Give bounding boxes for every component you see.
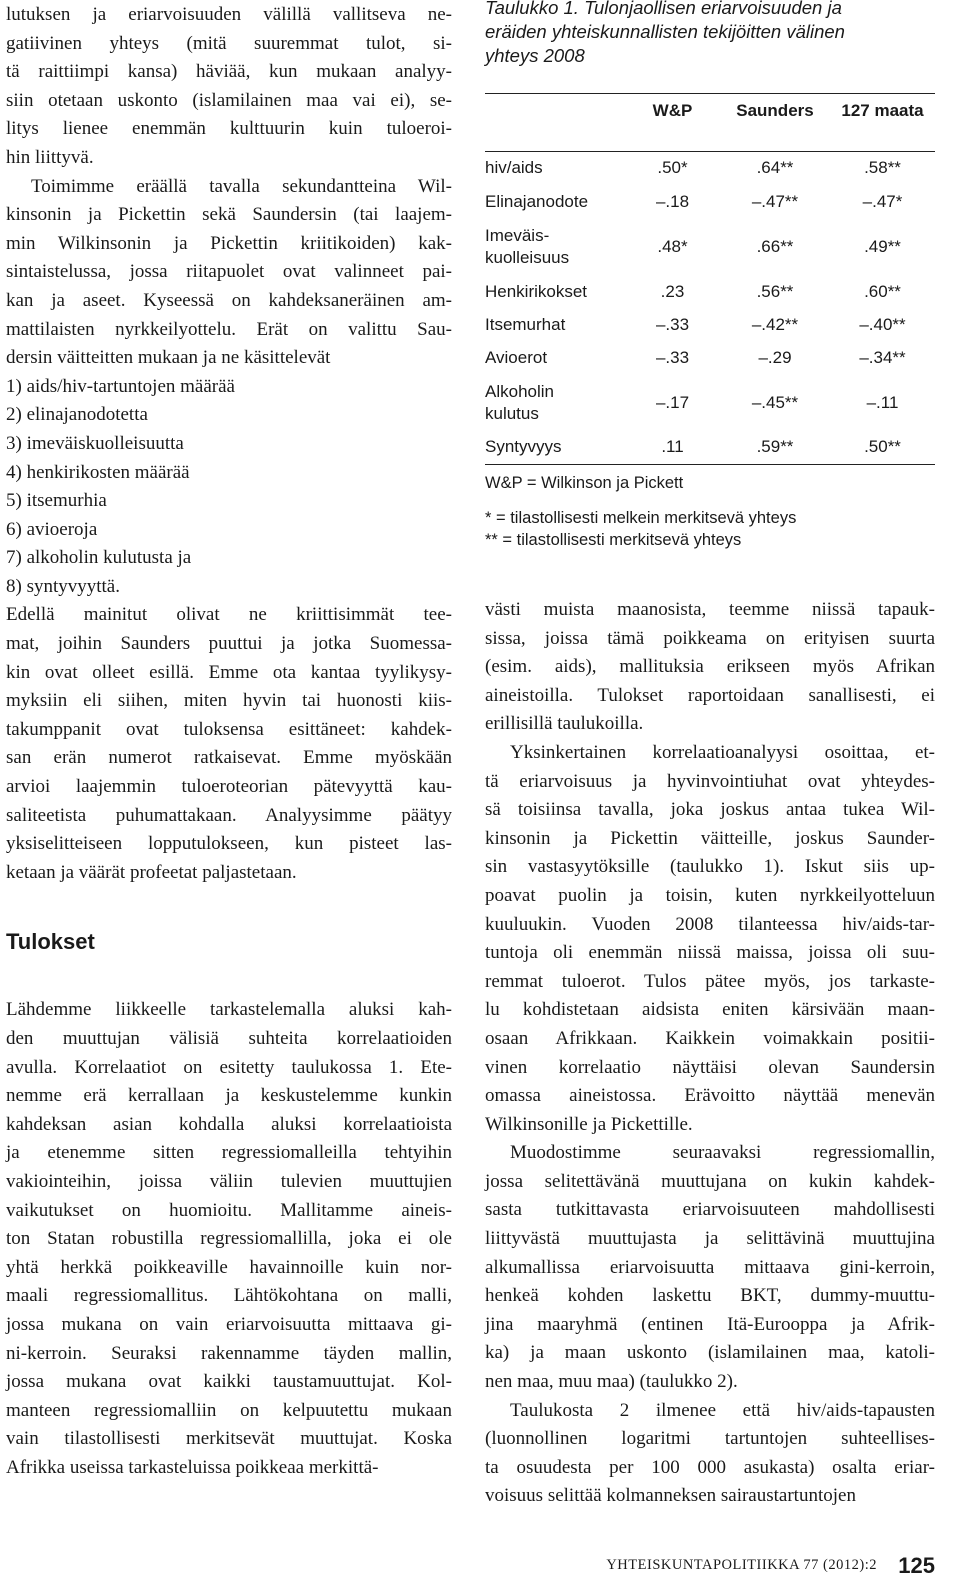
text-line: avulla. Korrelaatiot on esitetty taulukossa 1. Ete- [6,1056,452,1078]
text-line: aineistoilla. Tulokset raportoidaan sanallisesti, ei [485,684,935,706]
row-label: Elinajanodote [485,191,589,211]
text-line: siin otetaan uskonto (islamilainen maa vai ei), se- [6,89,452,111]
text-line: tä raittiimpi kansa) häviää, kun mukaan analyy- [6,61,452,83]
text-line: ja etenemme sitten regressiomalleilla tehtyihin [6,1142,452,1164]
paragraph-regression [485,1139,935,1396]
left-column [6,0,452,1483]
text-line: jossa mukana on vain eriarvoisuutta mittaava gi- [6,1313,452,1335]
text-line: ton Statan robustilla regressiomallilla, joka ei ole [6,1228,452,1250]
row-label [485,219,625,275]
text-line: kin ovat olleet esillä. Emme ota kantaa tyylikysy- [6,661,452,683]
table-cell: –.34** [859,348,906,367]
table-cell: .60** [864,281,901,301]
text-line: ni-kerroin. Seuraksi rakennamme täyden mallin, [6,1342,452,1364]
table-row [485,275,935,309]
text-line: kinsonin ja Pickettin väitteille, joskus Saunder- [485,827,935,849]
caption-line: Taulukko 1. Tulonjaollisen eriarvoisuuden ja [485,0,842,18]
text-line: min Wilkinsonin ja Pickettin kriitikoiden) kak- [6,232,452,254]
text-line: lutuksen ja eriarvoisuuden välillä vallitseva ne- [6,4,452,25]
table-row [485,431,935,465]
table-cell: .58** [864,158,901,178]
table-note: ** = tilastollisesti merkitsevä yhteys [485,531,742,549]
header-stub [485,94,625,152]
text-line: san erän numerot ratkaisevat. Emme myöskään [6,747,452,769]
list-item: 2) elinajanodotetta [6,404,148,426]
text-line: jossa selitettävänä muuttujana on kukin kahdek- [485,1170,935,1192]
text-line: Afrikka useissa tarkasteluissa poikkeaa merkittä- [6,1456,379,1478]
text-line: nemme erä kerrallaan ja keskustelemme kunkin [6,1085,452,1107]
table-cell: .56** [756,281,794,301]
table-cell: –.17 [655,392,690,412]
table-note: W&P = Wilkinson ja Pickett [485,474,684,492]
text-line: liittyvästä muuttujasta ja selittävinä muuttujina [485,1228,935,1250]
text-line: (luonnollinen logaritmi tartuntojen suhteellises- [485,1428,935,1450]
list-item: 8) syntyvyyttä. [6,575,120,597]
text-line: Yksinkertainen korrelaatioanalyysi osoittaa, et- [510,741,935,763]
table-row [485,185,935,219]
row-label-text: Imeväis- kuolleisuus [485,225,570,267]
table-1 [485,0,935,551]
table-cell: .48* [657,236,688,256]
text-line: vain tilastollisesti merkitsevät muuttujat. Koska [6,1428,452,1450]
text-line: Toimimme eräällä tavalla sekundantteina Wil- [31,175,452,197]
text-line: (esim. aids), mallituksia erikseen myös Afrikan [485,656,935,678]
text-line: nen maa, muu maa) (taulukko 2). [485,1371,738,1393]
text-line: sin vastasyytöksille (taulukko 1). Iskut siis up- [485,856,935,878]
table-cell: –.40** [859,315,906,334]
table-cell: –.45** [751,392,799,412]
text-line: osaan Afrikkaan. Kaikkein voimakkain positii- [485,1027,935,1049]
table-cell: .66** [756,236,794,256]
table-cell: .50* [657,158,688,178]
text-line: erillisillä taulukoilla. [485,713,644,735]
list-item: 3) imeväiskuolleisuutta [6,432,184,454]
table-note: * = tilastollisesti melkein merkitsevä yhteys [485,509,797,527]
table-cell: .50** [864,437,901,457]
text-line: arvioi laajemmin tuloeroteorian pätevyyttä kau- [6,776,452,798]
text-line: tuntoja oli enemmän niissä maissa, joissa oli suu- [485,942,935,964]
text-line: manteen regressiomalliin on kelpuutettu mukaan [6,1399,452,1421]
table-row [485,309,935,342]
row-label: Avioerot [485,348,548,367]
text-line: litys lienee enemmän kulttuurin kuin tuloeroi- [6,118,452,140]
table-notes [485,472,935,551]
text-line: kinsonin ja Pickettin sekä Saundersin (tai laajem- [6,204,452,226]
text-line: henkeä kohden laskettu BKT, dummy-muuttu- [485,1285,935,1307]
text-line: sintaistelussa, jossa riitapuolet ovat valinneet pai- [6,261,452,283]
text-line: maali regressiomallitus. Lähtökohtana on malli, [6,1285,452,1307]
text-line: Wilkinsonille ja Pickettille. [485,1113,693,1135]
text-line: myksiin eli siihen, miten hyvin tai huonosti kiis- [6,690,452,712]
table-cell: .59** [756,437,794,457]
table-row [485,152,935,185]
table-caption [485,0,935,68]
text-line: alkumallissa eriarvoisuutta mittaava gini-kerroin, [485,1256,935,1278]
journal-name: YHTEISKUNTAPOLITIIKKA 77 (2012):2 [606,1557,877,1573]
text-line: yksiselitteiseen lopputulokseen, kun pisteet las- [6,833,452,855]
page-footer [580,1553,935,1579]
paragraph-africa [485,596,935,739]
list-item: 5) itsemurhia [6,490,107,512]
column-header: 127 maata [841,101,924,120]
text-line: Taulukosta 2 ilmenee että hiv/aids-tapausten [510,1399,935,1421]
text-line: vaikutukset on huomioitu. Mallitamme aineis- [6,1199,452,1221]
text-line: ketaan ja väärät profeetat paljastetaan. [6,861,297,883]
table-cell: –.33 [655,315,690,334]
row-label: Syntyvyys [485,437,562,457]
caption-line: yhteys 2008 [485,45,585,66]
text-line: Lähdemme liikkeelle tarkastelemalla aluksi kah- [6,999,452,1021]
text-line: sissa, joissa tämä poikkeama on erityisen suurta [485,627,935,649]
table-cell: –.18 [655,191,690,211]
text-line: jina maaryhmä (entinen Itä-Eurooppa ja Afrik- [485,1313,935,1335]
text-line: saliteetista puhumattakaan. Analyysimme päätyy [6,804,452,826]
table-row [485,375,935,431]
list-item: 4) henkirikosten määrää [6,461,190,483]
table-cell: –.29 [758,348,792,367]
text-line: remmat tuloerot. Tulos pätee myös, jos tarkaste- [485,970,935,992]
row-label-text: Alkoholin kulutus [485,381,554,423]
row-label [485,375,625,431]
text-line: takumppanit ovat tuloksensa esittäneet: kahdek- [6,718,452,740]
right-column [485,0,935,1511]
paragraph-continued [6,1,452,173]
table-row [485,342,935,375]
text-line: västi muista maanosista, teemme niissä tapauk- [485,599,935,620]
section-heading-results: Tulokset [6,929,95,955]
text-line: vakiointeihin, joissa väliin tulevien muuttujien [6,1170,452,1192]
list-item: 7) alkoholin kulutusta ja [6,547,192,569]
table-cell: .49** [864,236,901,256]
correlation-table [485,93,935,465]
table-cell: .64** [756,158,794,178]
text-line: lu kohdistetaan aidsista eniten kärsivään maan- [485,999,935,1021]
paragraph-method [6,173,452,373]
text-line: Edellä mainitut olivat ne kriittisimmät tee- [6,604,452,626]
paragraph-themes [6,601,452,887]
paragraph-correlation [485,739,935,1139]
text-line: den muuttujan välisiä suhteita korrelaatioiden [6,1028,452,1049]
text-line: kan ja aseet. Kyseessä on kahdeksaneräinen am- [6,289,452,311]
row-label: hiv/aids [485,158,543,178]
text-line: sasta tutkittavasta eriarvoisuuteen mahdollisesti [485,1199,935,1221]
row-label: Itsemurhat [485,315,566,334]
text-line: mat, joihin Saunders puuttui ja jotka Suomessa- [6,633,452,655]
list-item: 6) avioeroja [6,518,98,540]
text-line: ta osuudesta per 100 000 asukasta) osalta eriar- [485,1456,935,1478]
text-line: mattilaisten nyrkkeilyottelu. Erät on valittu Sau- [6,318,452,340]
text-line: ka) ja maan uskonto (islamilainen maa, katoli- [485,1342,935,1364]
text-line: kuuluukin. Vuoden 2008 tilanteessa hiv/aids-tar- [485,913,935,935]
page-number: 125 [898,1553,935,1578]
paragraph-table2 [485,1397,935,1511]
table-cell: .11 [661,437,684,457]
column-header: Saunders [736,101,814,120]
text-line: poavat puolin ja toisin, kuten nyrkkeilyotteluun [485,884,935,906]
text-line: Muodostimme seuraavaksi regressiomallin, [510,1142,935,1164]
table-cell: –.47** [751,191,799,211]
table-cell: –.42** [751,315,799,334]
table-cell: –.47* [862,191,903,211]
text-line: hin liittyvä. [6,146,94,168]
text-line: kahdeksan asian kohdalla aluksi korrelaatioista [6,1113,452,1135]
table-cell: .23 [660,281,685,301]
text-line: omassa aineistossa. Erävoitto näyttää menevän [485,1085,935,1107]
text-line: gatiivinen yhteys (mitä suuremmat tulot, si- [6,32,452,54]
column-header: W&P [652,101,693,120]
caption-line: eräiden yhteiskunnallisten tekijöitten välinen [485,21,845,42]
table-cell: –.33 [655,348,690,367]
text-line: sä toisiinsa tavalla, joka joskus antaa tukea Wil- [485,799,935,821]
table-cell: –.11 [866,392,899,412]
text-line: voisuus selittää kolmanneksen sairaustartuntojen [485,1485,856,1507]
rounds-list [6,373,452,602]
text-line: dersin väitteitten mukaan ja ne käsittelevät [6,347,331,369]
list-item: 1) aids/hiv-tartuntojen määrää [6,375,235,397]
paragraph-results [6,996,452,1482]
table-row [485,219,935,275]
text-line: jossa mukana ovat kaikki taustamuuttujat. Kol- [6,1371,452,1393]
text-line: vinen korrelaatio näyttäisi olevan Saundersin [485,1056,935,1078]
text-line: tä eriarvoisuus ja hyvinvointiuhat ovat yhteydes- [485,770,935,792]
text-line: yhtä herkkä poikkeaville havainnoille kuin nor- [6,1256,452,1278]
row-label: Henkirikokset [485,281,588,301]
